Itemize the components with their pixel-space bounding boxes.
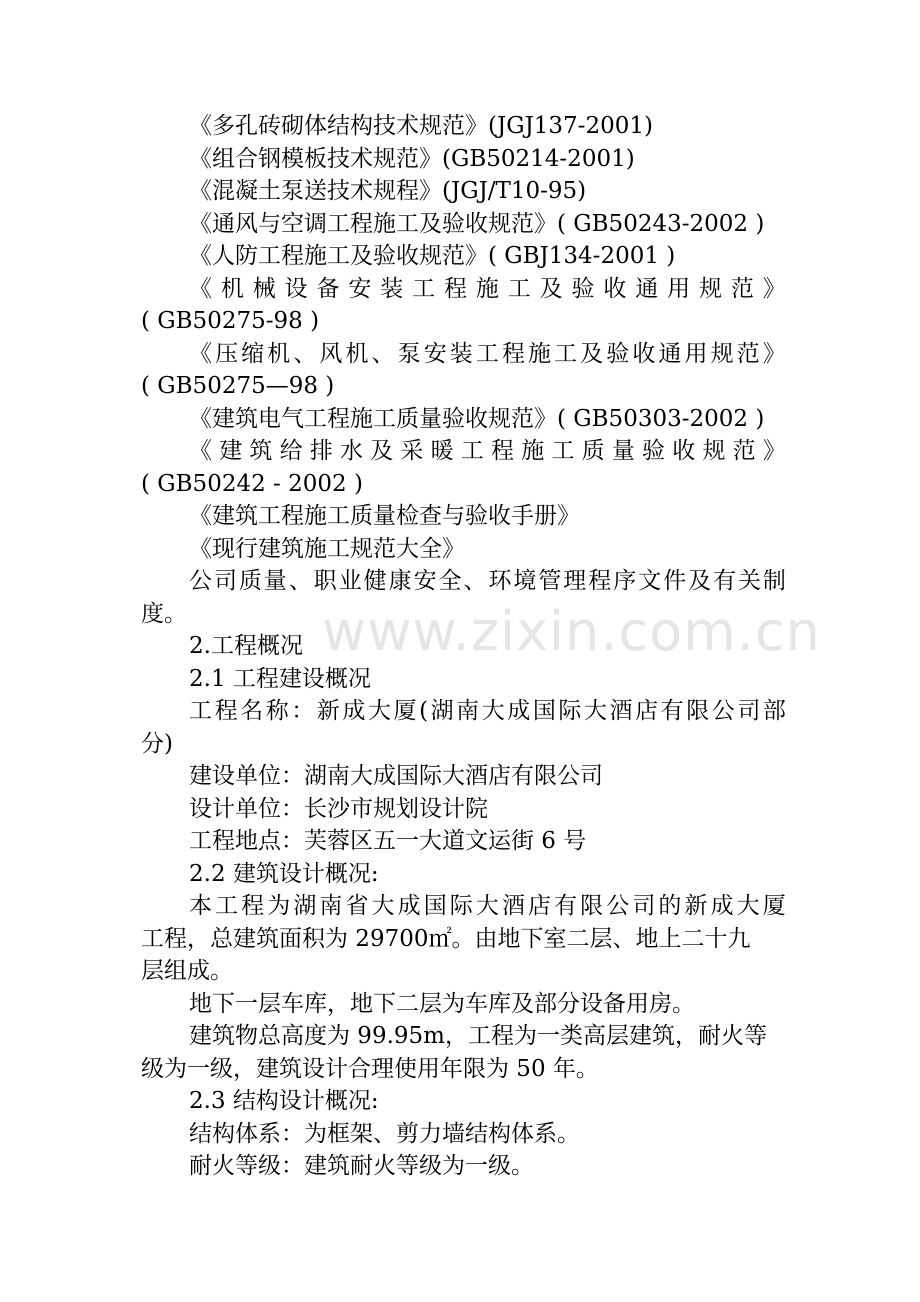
text-line: 建筑物总高度为 99.95m，工程为一类高层建筑，耐火等	[189, 1023, 767, 1049]
text-line: 《组合钢模板技术规范》(GB50214-2001)	[189, 145, 635, 172]
text-line: 《现行建筑施工规范大全》	[189, 535, 465, 562]
text-line: 《 机 械 设 备 安 装 工 程 施 工 及 验 收 通 用 规 范 》	[189, 275, 786, 302]
text-line: 《建筑工程施工质量检查与验收手册》	[189, 503, 580, 529]
text-line: 《人防工程施工及验收规范》( GBJ134-2001 )	[189, 243, 676, 269]
watermark: www.zixin.com.cn	[322, 600, 821, 663]
text-line: 分)	[141, 730, 173, 757]
text-line: 本 工 程 为 湖 南 省 大 成 国 际 大 酒 店 有 限 公 司 的 新 成 大 厦	[189, 893, 786, 919]
text-line: 设计单位：长沙市规划设计院	[189, 795, 488, 822]
text-line: 级为一级，建筑设计合理使用年限为 50 年。	[141, 1055, 599, 1082]
text-line: 层组成。	[141, 958, 233, 984]
text-line: 建设单位：湖南大成国际大酒店有限公司	[189, 763, 603, 789]
text-line: 度。	[141, 600, 187, 627]
text-line: 《 建 筑 给 排 水 及 采 暖 工 程 施 工 质 量 验 收 规 范 》	[189, 438, 786, 464]
text-line: 《多孔砖砌体结构技术规范》(JGJ137-2001)	[189, 113, 653, 139]
text-line: 公 司 质 量 、 职 业 健 康 安 全 、 环 境 管 理 程 序 文 件 及 有 关 制	[189, 568, 786, 594]
text-line: 2.工程概况	[189, 633, 303, 659]
text-line: ( GB50275-98 )	[141, 308, 320, 334]
text-line: 《建筑电气工程施工质量验收规范》( GB50303-2002 )	[189, 405, 765, 432]
text-line: 2.3 结构设计概况:	[189, 1088, 379, 1114]
text-line: ( GB50275—98 )	[141, 373, 335, 399]
text-line: 结构体系：为框架、剪力墙结构体系。	[189, 1120, 580, 1147]
text-line: ( GB50242 - 2002 )	[141, 470, 363, 497]
text-line: 《通风与空调工程施工及验收规范》( GB50243-2002 )	[189, 210, 765, 237]
text-line: 《混凝土泵送技术规程》(JGJ/T10-95)	[189, 178, 587, 204]
document-body	[141, 110, 786, 1183]
text-line: 工 程 名 称 ： 新 成 大 厦 ( 湖 南 大 成 国 际 大 酒 店 有 限 公 司 部	[189, 698, 786, 724]
text-line: 2.1 工程建设概况	[189, 665, 371, 692]
text-line: 2.2 建筑设计概况:	[189, 860, 379, 887]
text-line: 耐火等级：建筑耐火等级为一级。	[189, 1153, 534, 1179]
text-line: 地下一层车库，地下二层为车库及部分设备用房。	[189, 990, 695, 1017]
text-line: 工程地点：芙蓉区五一大道文运街 6 号	[189, 828, 587, 854]
text-line: 《 压 缩 机 、 风 机 、 泵 安 装 工 程 施 工 及 验 收 通 用 规 范 》	[189, 340, 786, 367]
text-line: 工程，总建筑面积为 29700㎡。由地下室二层、地上二十九	[141, 925, 751, 952]
